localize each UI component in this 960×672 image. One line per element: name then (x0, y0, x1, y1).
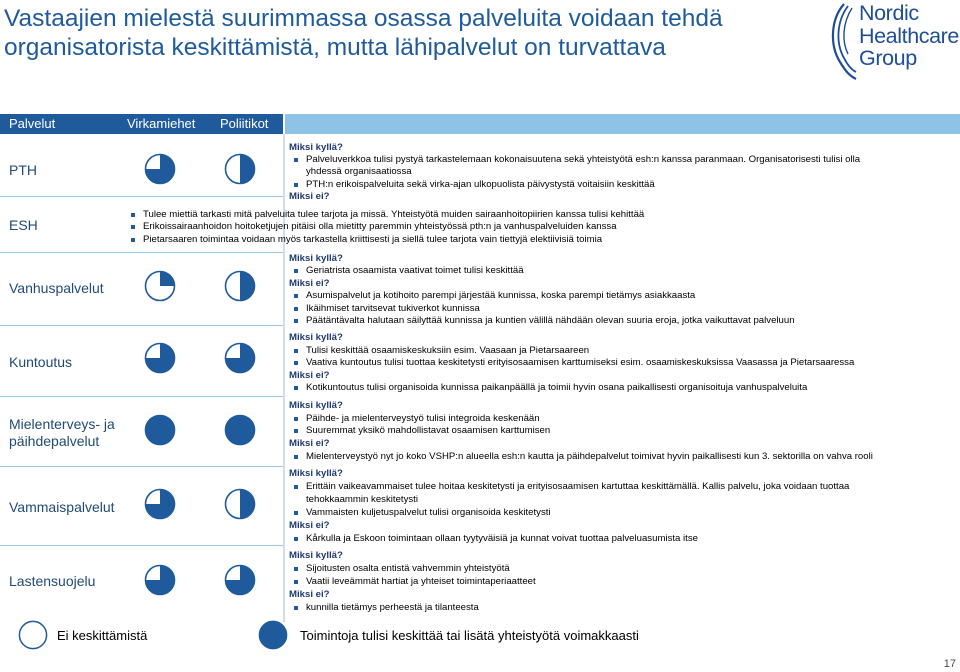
pie-fill (240, 490, 254, 519)
harvey-ball-pth-officials (144, 153, 176, 185)
vammais-yes-item-1-cont: tehokkaammin keskitetysti (306, 494, 418, 505)
vammais-yes-heading: Miksi kyllä? (289, 468, 343, 479)
mielen-no-item-1: Mielenterveystyö nyt jo koko VSHP:n alueella esh:n kautta ja päihdepalvelut toimivat hyvin paikallisesti kun 3. sektorilla on vahva rooli (306, 451, 873, 462)
pie-fill (146, 416, 175, 445)
harvey-ball-vanhus-politicians (224, 270, 256, 302)
row-label-esh: ESH (9, 217, 38, 233)
mielen-yes-heading: Miksi kyllä? (289, 400, 343, 411)
harvey-ball-lasten-officials (144, 564, 176, 596)
column-divider (283, 134, 285, 622)
lasten-yes-heading: Miksi kyllä? (289, 550, 343, 561)
harvey-ball-kuntoutus-politicians (224, 342, 256, 374)
legend-full-circle-icon (258, 620, 288, 650)
harvey-ball-vammais-officials (144, 488, 176, 520)
logo-line-1: Nordic (859, 1, 919, 25)
harvey-ball-pth-politicians (224, 153, 256, 185)
row-divider (0, 325, 283, 326)
harvey-ball-mielen-officials (144, 414, 176, 446)
row-label-vanhuspalvelut: Vanhuspalvelut (9, 280, 104, 296)
vammais-yes-item-1: Erittäin vaikeavammaiset tulee hoitaa keskitetysti ja erityisosaamisen kartuttaa keskittämällä. Kallis palvelu, joka voidaan tuottaa (306, 481, 850, 492)
kuntoutus-yes-item-2: Vaativa kuntoutus tulisi tuottaa keskitetysti erityisosaamisen karttumiseksi esim. osaamiskeskuksissa Vaasassa ja Pietarsaaressa (306, 357, 855, 368)
row-divider (0, 545, 283, 546)
vammais-yes-item-2: Vammaisten kuljetuspalvelut tulisi organisoida keskitetysti (306, 507, 551, 518)
kuntoutus-no-item-1: Kotikuntoutus tulisi organisoida kunnissa paikanpäällä ja toimii hyvin osana paikallisesti organisoituja vanhuspalveluita (306, 382, 808, 393)
column-header-officials: Virkamiehet (127, 116, 196, 131)
harvey-ball-kuntoutus-officials (144, 342, 176, 374)
row-divider (0, 196, 283, 197)
row-label-pth: PTH (9, 162, 37, 178)
pth-yes-item-1: Palveluverkkoa tulisi pystyä tarkastelemaan kokonaisuutena sekä yhteistyötä esh:n kanssa paranmaan. Organisatorisesti tulisi olla (306, 154, 861, 165)
company-logo (826, 2, 958, 82)
row-label-lastensuojelu: Lastensuojelu (9, 573, 96, 589)
lasten-no-item-1: kunnilla tietämys perheestä ja tilanteesta (306, 602, 479, 613)
page-number: 17 (943, 658, 956, 670)
column-header-politicians: Poliitikot (220, 116, 269, 131)
vammais-no-heading: Miksi ei? (289, 520, 330, 531)
esh-item-3: Pietarsaaren toimintaa voidaan myös tarkastella kriittisesti ja siellä tulee tarjota vain tiettyjä elektiivisiä toimia (143, 234, 603, 245)
harvey-ball-mielen-politicians (224, 414, 256, 446)
mielen-yes-item-2: Suuremmat yksikö mahdollistavat osaamisen karttumisen (306, 425, 551, 436)
vanhus-no-item-3: Päätäntävalta halutaan säilyttää kunnissa ja kuntien välillä nähdään olevan suuria eroja, jotka vaikuttavat palveluun (306, 315, 795, 326)
page-title (4, 4, 804, 62)
row-label-mielenterveys-line-2: päihdepalvelut (9, 433, 100, 449)
logo-swoosh-icon (826, 2, 860, 80)
pth-yes-item-2: PTH:n erikoispalveluita sekä virka-ajan ulkopuolista päivystystä voitaisiin keskittää (306, 179, 655, 190)
title-line-1: Vastaajien mielestä suurimmassa osassa palveluita voidaan tehdä (4, 5, 723, 32)
column-header-services: Palvelut (9, 116, 56, 131)
pth-no-heading: Miksi ei? (289, 191, 330, 202)
title-line-2: organisatorista keskittämistä, mutta lähipalvelut on turvattava (4, 34, 666, 61)
vanhus-no-heading: Miksi ei? (289, 278, 330, 289)
pie-fill (160, 272, 175, 287)
mielen-no-heading: Miksi ei? (289, 438, 330, 449)
kuntoutus-no-heading: Miksi ei? (289, 370, 330, 381)
pth-yes-heading: Miksi kyllä? (289, 142, 343, 153)
mielen-yes-item-1: Päihde- ja mielenterveystyö tulisi integroida keskenään (306, 413, 540, 424)
pie-fill (240, 272, 254, 301)
pie-fill (226, 416, 255, 445)
harvey-ball-lasten-politicians (224, 564, 256, 596)
vanhus-no-item-1: Asumispalvelut ja kotihoito parempi järjestää kunnissa, koska parempi tietämys asiakkaasta (306, 290, 696, 301)
row-divider (0, 252, 283, 253)
table-header (0, 114, 960, 134)
vammais-no-item-1: Kårkulla ja Eskoon toimintaan ollaan tyytyväisiä ja kunnat voivat tuottaa palveluasumista itse (306, 533, 698, 544)
lasten-yes-item-2: Vaatii leveämmät hartiat ja yhteiset toimintaperiaatteet (306, 576, 536, 587)
logo-line-3: Group (859, 46, 917, 70)
row-label-mielenterveys-line-1: Mielenterveys- ja (9, 416, 115, 432)
lasten-yes-item-1: Sijoitusten osalta entistä vahvemmin yhteistyötä (306, 563, 510, 574)
vanhus-yes-heading: Miksi kyllä? (289, 253, 343, 264)
row-divider (0, 396, 283, 397)
harvey-ball-vanhus-officials (144, 270, 176, 302)
kuntoutus-yes-heading: Miksi kyllä? (289, 332, 343, 343)
esh-item-1: Tulee miettiä tarkasti mitä palveluita tulee tarjota ja missä. Yhteistyötä muiden sairaanhoitopiirien kanssa tulisi kehittää (143, 209, 645, 220)
esh-item-2: Erikoissairaanhoidon hoitoketjujen pitäisi olla mietitty paremmin yhteistyössä pth:n ja vanhuspalveluiden kanssa (143, 221, 617, 232)
pie-fill (240, 155, 254, 184)
logo-line-2: Healthcare (859, 23, 959, 48)
harvey-ball-vammais-politicians (224, 488, 256, 520)
pth-yes-item-1-cont: yhdessä organisaatiossa (306, 166, 412, 177)
row-label-vammaispalvelut: Vammaispalvelut (9, 499, 115, 515)
lasten-no-heading: Miksi ei? (289, 589, 330, 600)
legend-full-label: Toimintoja tulisi keskittää tai lisätä yhteistyötä voimakkaasti (300, 628, 639, 643)
row-label-kuntoutus: Kuntoutus (9, 354, 73, 370)
vanhus-yes-item-1: Geriatrista osaamista vaativat toimet tulisi keskittää (306, 265, 524, 276)
kuntoutus-yes-item-1: Tulisi keskittää osaamiskeskuksiin esim. Vaasaan ja Pietarsaareen (306, 345, 590, 356)
pie-fill (259, 621, 286, 648)
vanhus-no-item-2: Ikäihmiset tarvitsevat tukiverkot kunnissa (306, 303, 480, 314)
row-divider (0, 466, 283, 467)
legend-empty-label: Ei keskittämistä (57, 628, 148, 643)
row-label-mielenterveys (9, 416, 115, 450)
legend-empty-circle-icon (18, 620, 48, 650)
